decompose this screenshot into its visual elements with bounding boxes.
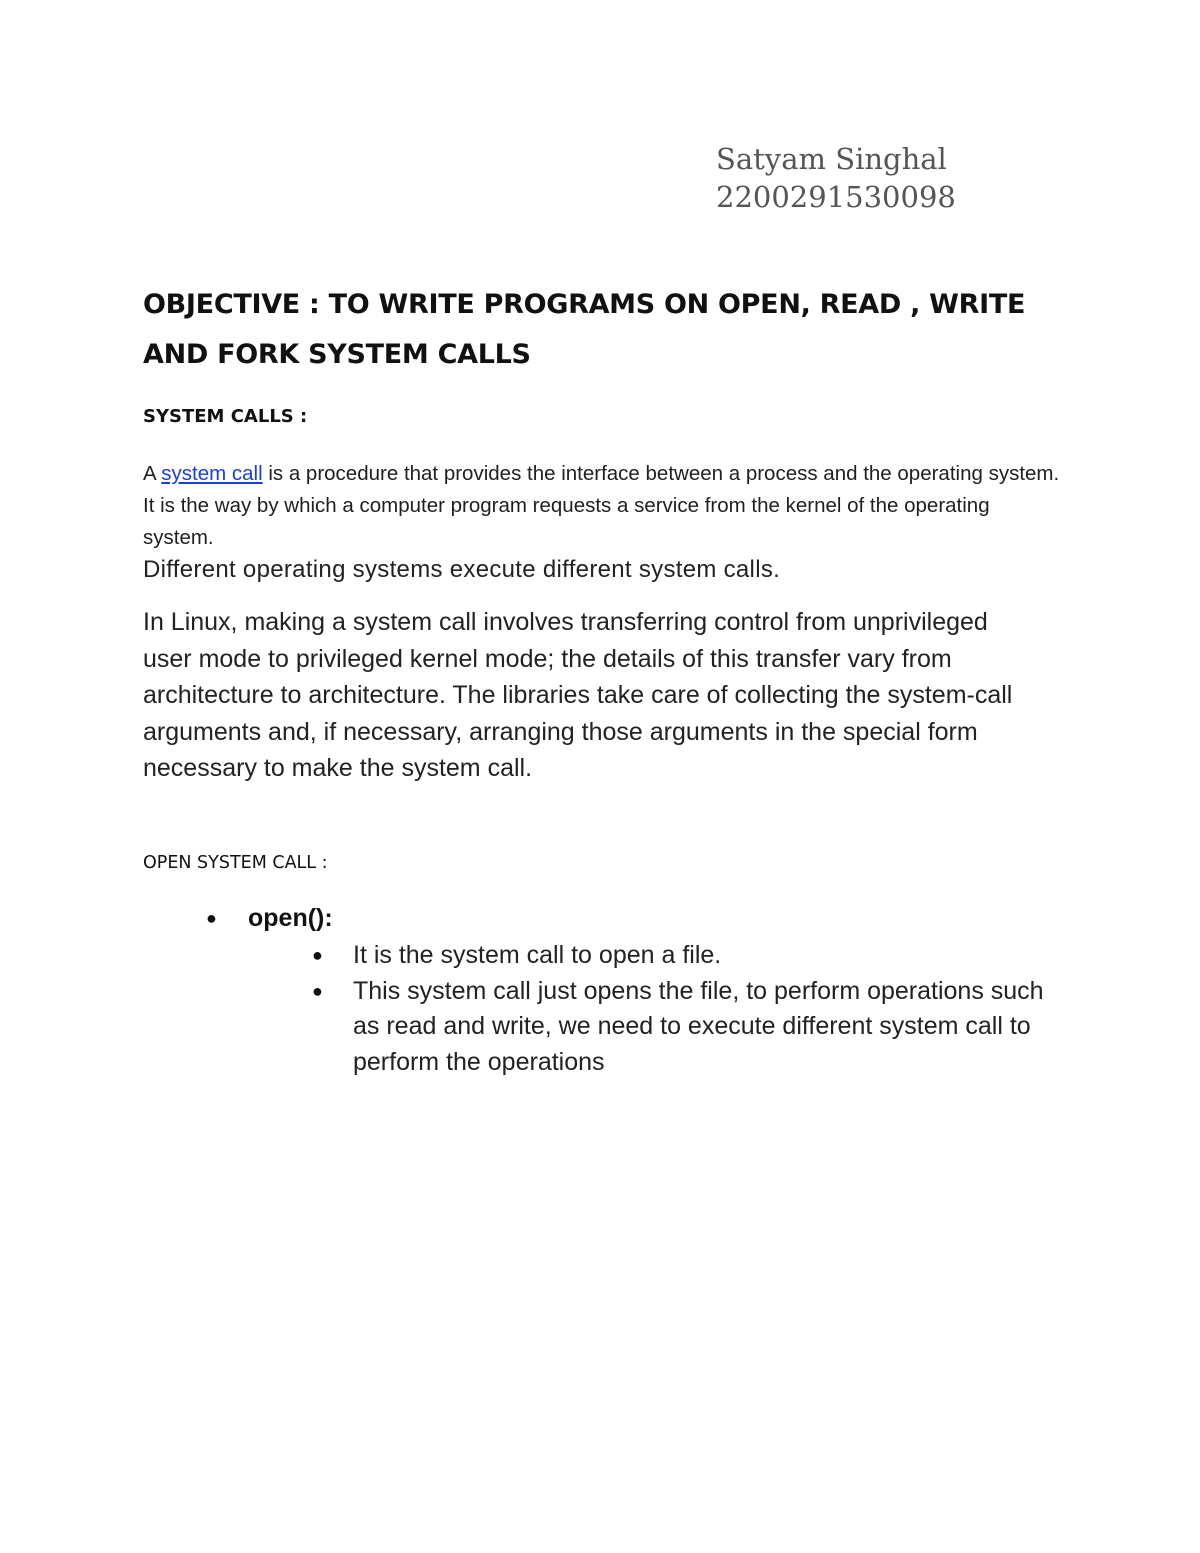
system-calls-heading: SYSTEM CALLS :	[143, 406, 308, 427]
bullet-icon: ●	[312, 945, 323, 965]
intro-prefix: A	[143, 462, 162, 485]
list-item	[312, 938, 1066, 974]
sub-item-text: This system call just opens the file, to perform operations such as read and write, we need to execute different system call to perform the operations	[353, 976, 1044, 1076]
system-call-link[interactable]: system call	[161, 462, 263, 485]
list-item	[312, 974, 1066, 1081]
author-name: Satyam Singhal	[716, 142, 947, 176]
author-id: 2200291530098	[716, 180, 956, 214]
open-list	[206, 898, 1066, 1080]
open-function-label: open():	[248, 904, 333, 932]
open-sub-list	[312, 938, 1066, 1080]
bullet-icon: ●	[312, 980, 323, 1001]
system-call-intro	[143, 458, 1063, 554]
bullet-icon: ●	[206, 908, 217, 928]
list-item-open	[206, 898, 1066, 1080]
different-os-paragraph: Different operating systems execute different system calls.	[143, 556, 781, 583]
objective-heading: OBJECTIVE : TO WRITE PROGRAMS ON OPEN, READ , WRITE AND FORK SYSTEM CALLS	[143, 289, 1026, 370]
intro-rest: is a procedure that provides the interface between a process and the operating system. It is the way by which a computer program requests a service from the kernel of the operating system.	[143, 462, 1060, 549]
sub-item-text: It is the system call to open a file.	[353, 941, 722, 969]
author-block	[716, 140, 956, 216]
open-system-call-heading: OPEN SYSTEM CALL :	[143, 853, 328, 873]
linux-paragraph: In Linux, making a system call involves transferring control from unprivileged user mode to privileged kernel mode; the details of this transfer vary from architecture to architecture. The libraries take care of collecting the system-call arguments and, if necessary, arranging those arguments in the special form necessary to make the system call.	[143, 608, 1013, 782]
